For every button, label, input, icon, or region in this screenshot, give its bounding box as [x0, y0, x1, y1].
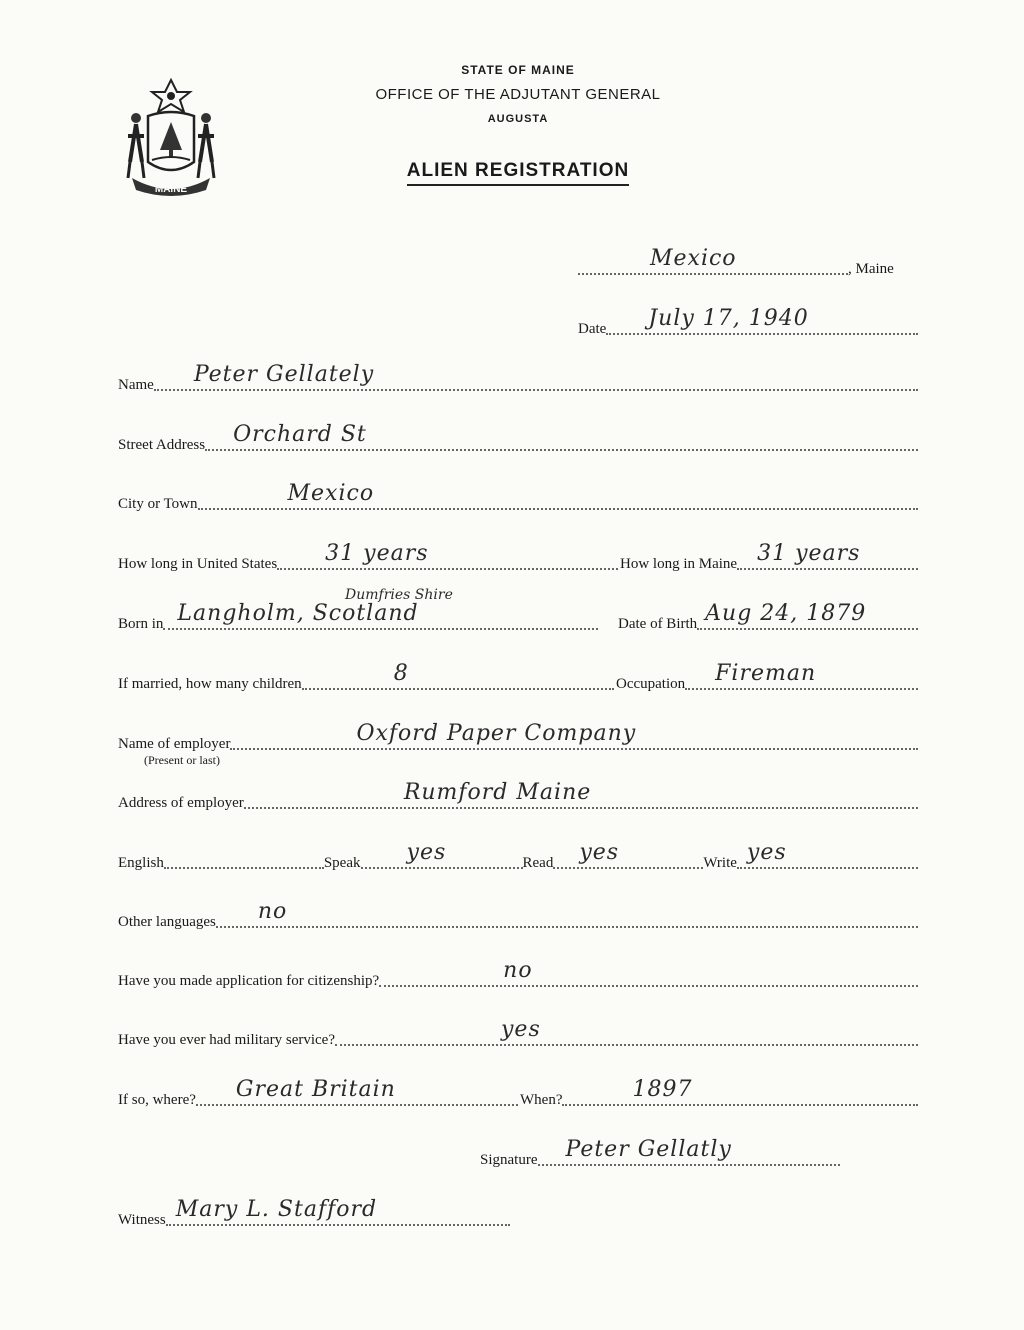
employer-label: Name of employer [118, 736, 231, 752]
military-where-field [118, 1077, 518, 1111]
where-label: If so, where? [118, 1092, 196, 1108]
dob-value: Aug 24, 1879 [705, 601, 867, 626]
citizenship-field [118, 958, 918, 992]
read-value: yes [579, 840, 620, 865]
how-long-us-field [118, 541, 618, 575]
how-long-us-value: 31 years [325, 541, 429, 566]
signature-value: Peter Gellatly [565, 1137, 732, 1162]
form-title: ALIEN REGISTRATION [0, 160, 1024, 182]
name-value: Peter Gellately [193, 362, 375, 387]
how-long-me-label: How long in Maine [620, 556, 738, 572]
where-value: Great Britain [235, 1077, 396, 1102]
how-long-me-value: 31 years [757, 541, 861, 566]
english-field [118, 840, 918, 874]
how-long-us-label: How long in United States [118, 556, 278, 572]
street-field [118, 422, 918, 456]
english-label: English [118, 855, 164, 871]
citizenship-label: Have you made application for citizenship? [118, 973, 380, 989]
dob-label: Date of Birth [618, 616, 698, 632]
how-long-me-field [620, 541, 918, 575]
when-value: 1897 [632, 1077, 693, 1102]
date-label: Date [578, 321, 607, 337]
children-field [118, 661, 614, 695]
city-heading: AUGUSTA [487, 113, 549, 125]
military-when-field [520, 1077, 918, 1111]
dob-field [618, 601, 918, 635]
street-label: Street Address [118, 437, 206, 453]
date-value: July 17, 1940 [648, 306, 809, 331]
write-value: yes [746, 840, 787, 865]
born-in-label: Born in [118, 616, 164, 632]
other-languages-label: Other languages [118, 914, 216, 930]
employer-value: Oxford Paper Company [356, 721, 637, 746]
other-languages-value: no [257, 899, 288, 924]
employer-address-field [118, 780, 918, 814]
speak-label: Speak [323, 855, 361, 871]
employer-field [118, 721, 918, 755]
children-value: 8 [393, 661, 409, 686]
when-label: When? [520, 1092, 563, 1108]
employer-address-value: Rumford Maine [403, 780, 592, 805]
children-label: If married, how many children [118, 676, 302, 692]
date-field [578, 306, 918, 340]
military-value: yes [501, 1017, 541, 1042]
born-in-field [118, 601, 598, 635]
write-label: Write [703, 855, 737, 871]
town-field [578, 246, 918, 280]
occupation-label: Occupation [616, 676, 686, 692]
speak-value: yes [406, 840, 447, 865]
employer-sublabel: (Present or last) [144, 753, 220, 767]
born-in-annotation: Dumfries Shire [345, 587, 453, 603]
occupation-value: Fireman [715, 661, 817, 686]
name-label: Name [118, 377, 154, 393]
street-value: Orchard St [233, 422, 367, 447]
maine-suffix-label: , Maine [848, 261, 894, 277]
state-heading: STATE OF MAINE [461, 63, 575, 77]
city-field [118, 481, 918, 515]
employer-address-label: Address of employer [118, 795, 244, 811]
witness-field [118, 1197, 510, 1231]
signature-label: Signature [480, 1152, 538, 1168]
military-label: Have you ever had military service? [118, 1032, 335, 1048]
military-field [118, 1017, 918, 1051]
citizenship-value: no [503, 958, 533, 983]
witness-value: Mary L. Stafford [175, 1197, 378, 1222]
other-languages-field [118, 899, 918, 933]
occupation-field [616, 661, 918, 695]
name-field [118, 362, 918, 396]
city-value: Mexico [287, 481, 375, 506]
born-in-value: Langholm, Scotland [177, 601, 419, 626]
signature-field [480, 1137, 840, 1171]
seal-banner-text: MAINE [154, 184, 188, 195]
office-heading: OFFICE OF THE ADJUTANT GENERAL [375, 86, 661, 103]
read-label: Read [522, 855, 554, 871]
city-label: City or Town [118, 496, 198, 512]
witness-label: Witness [118, 1212, 166, 1228]
town-value: Mexico [650, 246, 737, 271]
